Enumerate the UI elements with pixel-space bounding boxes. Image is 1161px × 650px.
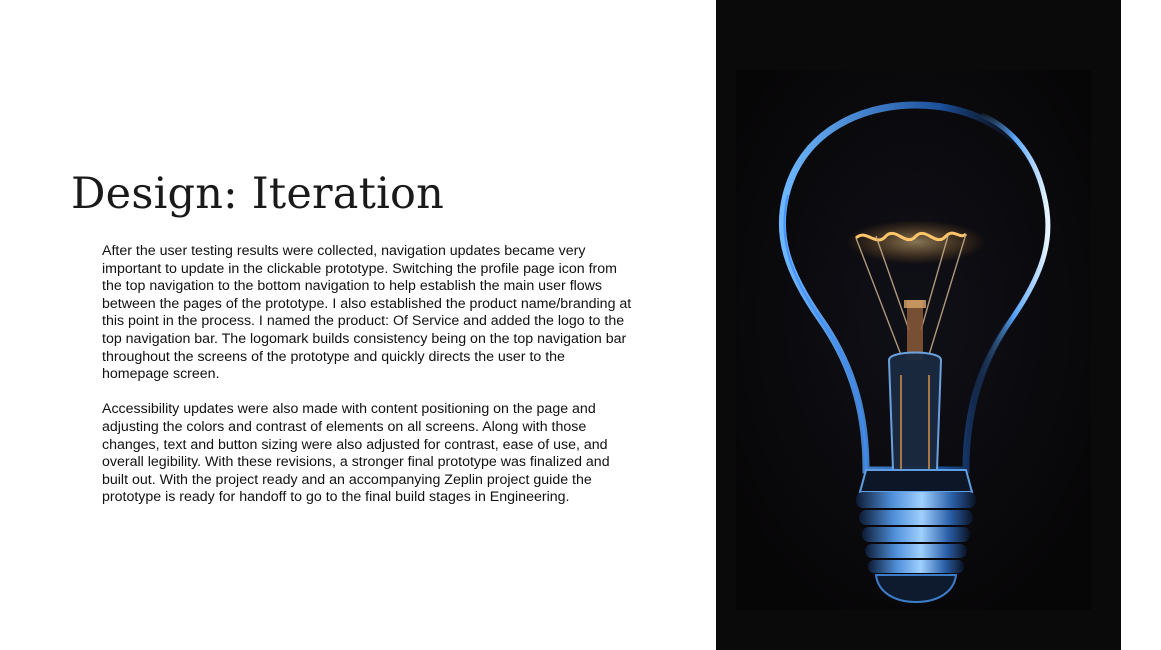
lightbulb-illustration <box>716 0 1121 650</box>
lightbulb-photo <box>716 0 1121 650</box>
paragraph-navigation-updates: After the user testing results were collected, navigation updates became very important to update in the clickable prototype. Switching the profile page icon from the top navigation to the bottom navigation to help establish the main user flows between the pages of the prototype. I also established the product name/branding at this point in the process. I named the product: Of Service and added the logo to the top navigation bar. The logomark builds consistency being on the top navigation bar throughout the screens of the prototype and quickly directs the user to the homepage screen. <box>102 243 632 383</box>
paragraph-accessibility-updates: Accessibility updates were also made with content positioning on the page and adjusting the colors and contrast of elements on all screens. Along with those changes, text and button sizing were also adjusted for contrast, ease of use, and overall legibility. With these revisions, a stronger final prototype was finalized and built out. With the project ready and an accompanying Zeplin project guide the prototype is ready for handoff to go to the final build stages in Engineering. <box>102 401 610 506</box>
slide-title: Design: Iteration <box>71 169 445 219</box>
slide-body <box>102 243 634 525</box>
